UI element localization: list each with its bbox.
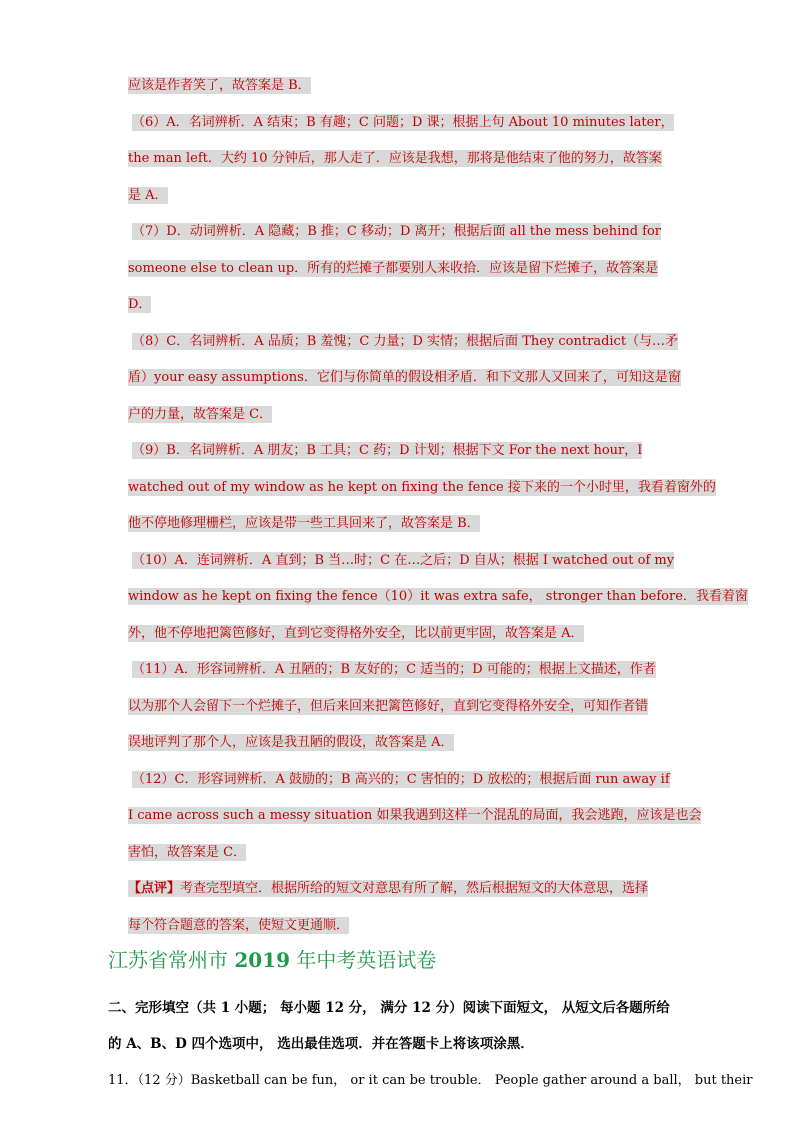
answer-line: （11）A．形容词辨析．A 丑陋的；B 友好的；C 适当的；D 可能的；根据上文描述，作者 [132,662,656,677]
answer-line: （12）C．形容词辨析．A 鼓励的；B 高兴的；C 害怕的；D 放松的；根据后面 run away if [132,771,670,787]
comment-line [128,879,686,916]
answer-line: the man left．大约 10 分钟后，那人走了．应该是我想，那将是他结束了他的努力，故答案 [128,151,662,166]
question-11 [108,1071,753,1093]
answer-line: （8）C．名词辨析．A 品质；B 羞愧；C 力量；D 实情；根据后面 They contradict（与…矛 [132,333,679,349]
answer-line: someone else to clean up．所有的烂摊子都要别人来收拾．应该是留下烂摊子，故答案是 [128,260,659,276]
answer-line: （10）A．连词辨析．A 直到；B 当…时；C 在…之后；D 自从；根据 I watched out of my [132,552,675,568]
answer-line: 户的力量，故答案是 C． [128,406,273,422]
comment-text: 考查完型填空．根据所给的短文对意思有所了解，然后根据短文的大体意思，选择 [180,881,649,896]
answer-line: （7）D．动词辨析．A 隐藏；B 推；C 移动；D 离开；根据后面 all the mess behind for [132,224,662,239]
answer-line: window as he kept on fixing the fence（10）it was extra safe， stronger than before．我看着窗 [128,589,748,604]
question-text: 11．（12 分）Basketball can be fun， or it can be trouble． People gather around a ball， but their [108,1073,753,1088]
exam-title: 江苏省常州市 2019 年中考英语试卷 [108,948,437,972]
answer-line: 是 A． [128,187,168,203]
answer-line: 他不停地修理栅栏，应该是带一些工具回来了，故答案是 B． [128,516,480,531]
answer-line: 误地评判了那个人，应该是我丑陋的假设，故答案是 A． [128,735,454,750]
answer-line: D． [128,297,152,312]
answer-line: I came across such a messy situation 如果我遇到这样一个混乱的局面，我会逃跑，应该是也会 [128,808,702,823]
answer-line: 盾）your easy assumptions．它们与你简单的假设相矛盾．和下文那人又回来了，可知这是窗 [128,370,681,385]
answer-line: （6）A．名词辨析．A 结束；B 有趣；C 问题；D 课；根据上句 About 10 minutes later， [132,114,674,130]
instruction-line: 二、完形填空（共 1 小题； 每小题 12 分， 满分 12 分）阅读下面短文， 从短文后各题所给 [108,1000,670,1016]
comment-text: 每个符合题意的答案，使短文更通顺． [128,917,350,933]
instruction-line: 的 A、B、D 四个选项中， 选出最佳选项．并在答题卡上将该项涂黑． [108,1036,534,1052]
answer-line: 应该是作者笑了，故答案是 B． [128,78,311,93]
answer-line: 害怕，故答案是 C． [128,844,247,860]
answer-line: watched out of my window as he kept on fixing the fence 接下来的一个小时里，我看着窗外的 [128,479,716,495]
answer-line: （9）B．名词辨析．A 朋友；B 工具；C 药；D 计划；根据下文 For the next hour，I [132,443,643,458]
answer-line: 以为那个人会留下一个烂摊子，但后来回来把篱笆修好，直到它变得格外安全，可知作者错 [128,698,649,714]
section-instructions [108,998,688,1070]
answer-explanations [128,76,748,952]
comment-tag: 【点评】 [128,881,181,896]
answer-line: 外，他不停地把篱笆修好，直到它变得格外安全，比以前更牢固，故答案是 A． [128,625,584,641]
